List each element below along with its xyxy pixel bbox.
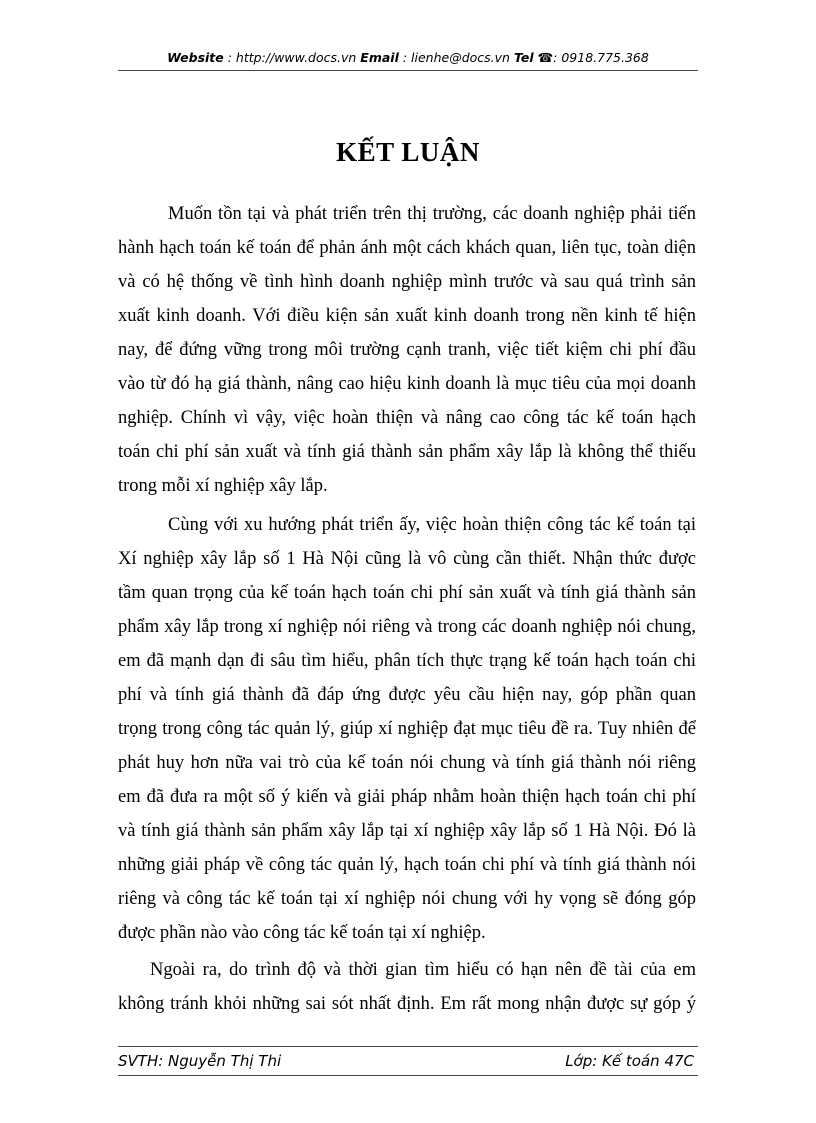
email-value: : lienhe@docs.vn xyxy=(398,50,514,65)
header-divider xyxy=(118,70,698,71)
paragraph-line: hành hạch toán kế toán để phản ánh một cách khách quan, liên tục, toàn diện xyxy=(118,238,696,258)
footer-divider xyxy=(118,1046,698,1047)
paragraph-line: không tránh khỏi những sai sót nhất định. Em rất mong nhận được sự góp ý xyxy=(118,994,696,1014)
paragraph-line: vào từ đó hạ giá thành, nâng cao hiệu kinh doanh là mục tiêu của mọi doanh xyxy=(118,374,696,394)
paragraph-line: nay, để đứng vững trong môi trường cạnh tranh, việc tiết kiệm chi phí đầu xyxy=(118,340,696,360)
footer-bottom-divider xyxy=(118,1075,698,1076)
website-label: Website xyxy=(167,50,224,65)
paragraph-line: phẩm xây lắp trong xí nghiệp nói riêng và trong các doanh nghiệp nói chung, xyxy=(118,617,696,637)
paragraph-line: và có hệ thống về tình hình doanh nghiệp mình trước và sau quá trình sản xyxy=(118,272,696,292)
paragraph-line: tầm quan trọng của kế toán hạch toán chi phí sản xuất và tính giá thành sản xyxy=(118,583,696,603)
paragraph-line: những giải pháp về công tác quản lý, hạch toán chi phí và tính giá thành nói xyxy=(118,855,696,875)
paragraph-line: trọng trong công tác quản lý, giúp xí nghiệp đạt mục tiêu đề ra. Tuy nhiên để xyxy=(118,719,696,739)
paragraph-line: Ngoài ra, do trình độ và thời gian tìm hiểu có hạn nên đề tài của em xyxy=(150,960,696,980)
tel-value: : 0918.775.368 xyxy=(553,50,649,65)
paragraph-line: phí và tính giá thành đã đáp ứng được yêu cầu hiện nay, góp phần quan xyxy=(118,685,696,705)
paragraph-line: Muốn tồn tại và phát triển trên thị trường, các doanh nghiệp phải tiến xyxy=(168,204,696,224)
phone-icon: ☎ xyxy=(533,50,554,65)
paragraph-line: phát huy hơn nữa vai trò của kế toán nói chung và tính giá thành nói riêng xyxy=(118,753,696,773)
footer-class: Lớp: Kế toán 47C xyxy=(565,1052,694,1070)
paragraph-line: và tính giá thành sản phẩm xây lắp tại xí nghiệp xây lắp số 1 Hà Nội. Đó là xyxy=(118,821,696,841)
paragraph-line: em đã mạnh dạn đi sâu tìm hiểu, phân tích thực trạng kế toán hạch toán chi xyxy=(118,651,696,671)
paragraph-line: toán chi phí sản xuất và tính giá thành sản phẩm xây lắp là không thể thiếu xyxy=(118,442,696,462)
paragraph-line: riêng và công tác kế toán tại xí nghiệp nói chung với hy vọng sẽ đóng góp xyxy=(118,889,696,909)
email-label: Email xyxy=(360,50,399,65)
paragraph-line: nghiệp. Chính vì vậy, việc hoàn thiện và nâng cao công tác kế toán hạch xyxy=(118,408,696,428)
paragraph-line: được phần nào vào công tác kế toán tại xí nghiệp. xyxy=(118,923,486,943)
footer-student: SVTH: Nguyễn Thị Thi xyxy=(118,1052,282,1070)
page-title: KẾT LUẬN xyxy=(336,137,480,167)
paragraph-line: trong mỗi xí nghiệp xây lắp. xyxy=(118,476,328,496)
tel-label: Tel xyxy=(513,50,534,65)
paragraph-line: em đã đưa ra một số ý kiến và giải pháp nhằm hoàn thiện hạch toán chi phí xyxy=(118,787,696,807)
page-header xyxy=(118,50,698,65)
paragraph-line: Cùng với xu hướng phát triển ấy, việc hoàn thiện công tác kế toán tại xyxy=(168,515,696,535)
paragraph-line: xuất kinh doanh. Với điều kiện sản xuất kinh doanh trong nền kinh tế hiện xyxy=(118,306,696,326)
paragraph-line: Xí nghiệp xây lắp số 1 Hà Nội cũng là vô cùng cần thiết. Nhận thức được xyxy=(118,549,696,569)
website-value: : http://www.docs.vn xyxy=(223,50,361,65)
